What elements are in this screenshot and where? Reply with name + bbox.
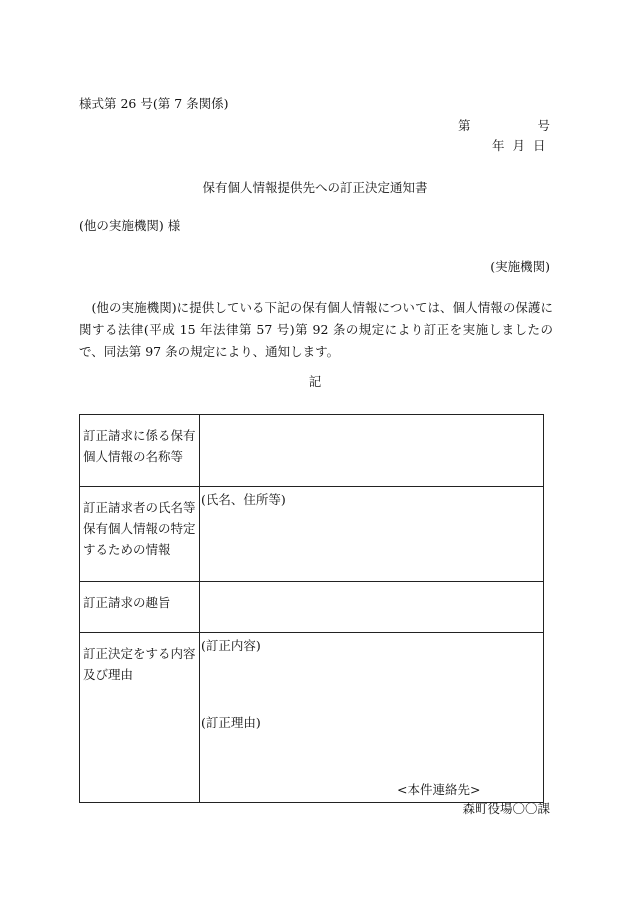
requester-note: (氏名、住所等) <box>201 492 286 507</box>
table-row-decision <box>80 633 544 803</box>
document-number-line <box>458 120 550 133</box>
table-label-purpose: 訂正請求の趣旨 <box>80 582 200 633</box>
table-cell-purpose <box>200 582 544 633</box>
table-row-requester <box>80 487 544 582</box>
correction-content-label: (訂正内容) <box>201 638 261 653</box>
table-cell-requester <box>200 487 544 582</box>
number-prefix: 第 <box>458 118 471 133</box>
document-title: 保有個人情報提供先への訂正決定通知書 <box>202 180 428 195</box>
body-paragraph: (他の実施機関)に提供している下記の保有個人情報については、個人情報の保護に関する法律(平成 15 年法律第 57 号)第 92 条の規定により訂正を実施しましたので、同法第 97 条の規定により、通知します。 <box>79 300 553 359</box>
table-row-info-name <box>80 415 544 487</box>
table-cell-decision <box>200 633 544 803</box>
contact-office: 森町役場〇〇課 <box>462 801 550 816</box>
table-label-decision: 訂正決定をする内容及び理由 <box>80 633 200 803</box>
table-label-requester: 訂正請求者の氏名等保有個人情報の特定するための情報 <box>80 487 200 582</box>
table-cell-info-name <box>200 415 544 487</box>
form-number-label: 様式第 26 号(第 7 条関係) <box>79 96 229 111</box>
issuing-agency: (実施機関) <box>490 259 550 274</box>
contact-heading: <本件連絡先> <box>397 782 481 797</box>
detail-table <box>79 414 544 803</box>
table-row-purpose <box>80 582 544 633</box>
table-label-info-name: 訂正請求に係る保有個人情報の名称等 <box>80 415 200 487</box>
date-line: 年 月 日 <box>492 138 546 153</box>
number-suffix: 号 <box>537 118 550 133</box>
correction-reason-label: (訂正理由) <box>201 715 261 730</box>
ki-heading: 記 <box>308 374 322 389</box>
addressee: (他の実施機関) 様 <box>79 218 181 233</box>
